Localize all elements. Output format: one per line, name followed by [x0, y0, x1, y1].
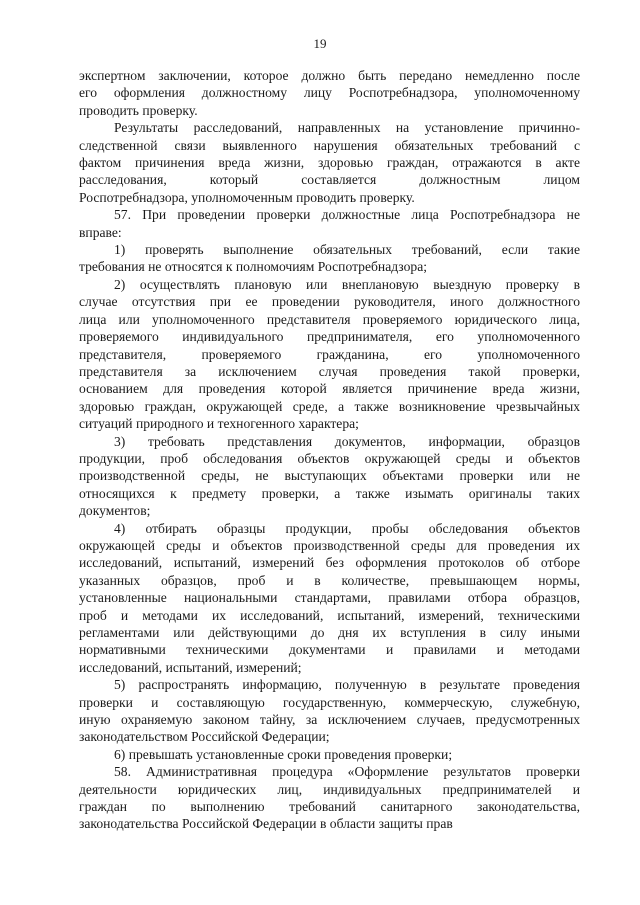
text-line: окружающей среды и объектов производственной среды для проведения их	[79, 537, 580, 553]
text-line: 57. При проведении проверки должностные лица Роспотребнадзора не	[114, 207, 580, 223]
text-line: 1) проверять выполнение обязательных требований, если такие	[114, 242, 580, 258]
text-line: основанием для проведения которой является причинение вреда жизни,	[79, 381, 580, 397]
text-line: 58. Административная процедура «Оформление результатов проверки	[114, 764, 580, 780]
text-line: требования не относятся к полномочиям Роспотребнадзора;	[79, 259, 428, 275]
text-line: здоровью граждан, окружающей среде, а также возникновение чрезвычайных	[79, 398, 580, 414]
text-line: исследований, испытаний, измерений без оформления протоколов об отборе	[79, 555, 580, 571]
text-line: нормативными техническими документами и правилами и методами	[79, 642, 580, 658]
text-line: 3) требовать представления документов, информации, образцов	[114, 433, 580, 449]
text-line: установленные национальными стандартами, правилами отбора образцов,	[79, 590, 580, 606]
text-line: документов;	[79, 503, 151, 519]
paragraph	[79, 67, 580, 119]
text-line: ситуаций природного и техногенного характера;	[79, 416, 359, 432]
text-line: 2) осуществлять плановую или внеплановую выездную проверку в	[114, 276, 580, 292]
text-line: указанных образцов, проб и в количестве, превышающем нормы,	[79, 572, 580, 588]
text-line: 4) отбирать образцы продукции, пробы обследования объектов	[114, 520, 580, 536]
text-line: регламентами или действующими до дня их вступления в силу иными	[79, 625, 580, 640]
document-body	[79, 67, 580, 833]
text-line: законодательства Российской Федерации в области защиты прав	[79, 816, 453, 832]
text-line: его оформления должностному лицу Роспотребнадзора, уполномоченному	[79, 85, 580, 101]
paragraph	[79, 763, 580, 833]
paragraph	[79, 241, 580, 276]
text-line: фактом причинения вреда жизни, здоровью граждан, отражаются в акте	[79, 155, 580, 171]
text-line: вправе:	[79, 224, 122, 240]
paragraph	[79, 206, 580, 241]
text-line: Результаты расследований, направленных на установление причинно-	[114, 120, 580, 136]
text-line: продукции, проб обследования объектов окружающей среды и объектов	[79, 450, 580, 466]
paragraph	[79, 676, 580, 746]
text-line: лица или уполномоченного представителя проверяемого юридического лица,	[79, 311, 580, 327]
text-line: производственной среды, не выступающих объектами проверки или не	[79, 468, 580, 484]
text-line: случае отсутствия при ее проведении руководителя, иного должностного	[79, 294, 580, 310]
text-line: следственной связи выявленного нарушения обязательных требований с	[79, 137, 580, 153]
paragraph	[79, 276, 580, 433]
paragraph	[79, 520, 580, 677]
text-line: деятельности юридических лиц, индивидуальных предпринимателей и	[79, 781, 580, 797]
text-line: проводить проверку.	[79, 102, 198, 118]
text-line: 5) распространять информацию, полученную в результате проведения	[114, 677, 580, 693]
page-number: 19	[313, 36, 327, 51]
text-line: расследования, который составляется должностным лицом	[79, 172, 580, 188]
text-line: исследований, испытаний, измерений;	[79, 659, 302, 675]
text-line: граждан по выполнению требований санитарного законодательства,	[79, 799, 580, 815]
paragraph	[79, 119, 580, 206]
text-line: представителя, проверяемого гражданина, его уполномоченного	[79, 346, 580, 362]
text-line: законодательством Российской Федерации;	[79, 729, 330, 745]
text-line: представителя за исключением случая проведения такой проверки,	[79, 363, 580, 379]
text-line: проверки и составляющую государственную, коммерческую, служебную,	[79, 694, 580, 710]
text-line: иную охраняемую законом тайну, за исключением случаев, предусмотренных	[79, 712, 580, 728]
text-line: 6) превышать установленные сроки проведения проверки;	[114, 746, 453, 762]
paragraph	[79, 433, 580, 520]
text-line: проверяемого индивидуального предпринимателя, его уполномоченного	[79, 329, 580, 345]
text-line: Роспотребнадзора, уполномоченным проводить проверку.	[79, 189, 415, 205]
paragraph	[79, 746, 580, 763]
text-line: проб и методами их исследований, испытаний, измерений, техническими	[79, 607, 580, 623]
text-line: относящихся к предмету проверки, а также изымать оригиналы таких	[79, 485, 580, 501]
text-line: экспертном заключении, которое должно быть передано немедленно после	[79, 68, 580, 83]
